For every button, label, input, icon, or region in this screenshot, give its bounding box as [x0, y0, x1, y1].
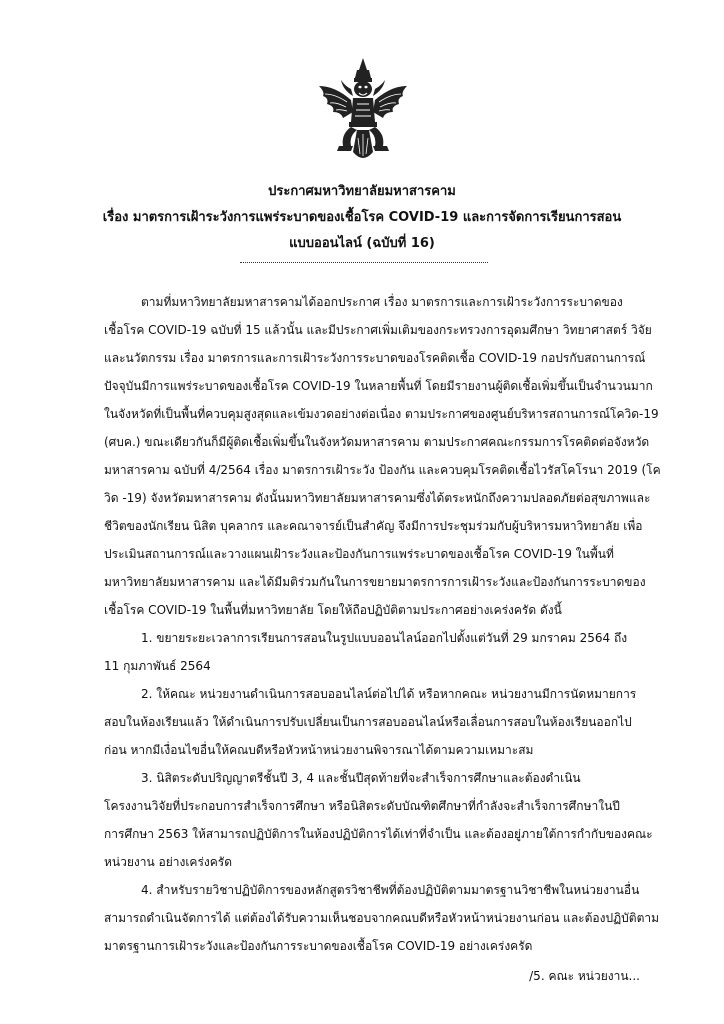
body-line: ชีวิตของนักเรียน นิสิต บุคลากร และคณาจารย์เป็นสำคัญ จึงมีการประชุมร่วมกับผู้บริหารมหาวิทยาลัย เพื่อ — [104, 519, 643, 533]
body-line: เชื้อโรค COVID-19 ฉบับที่ 15 แล้วนั้น และมีประกาศเพิ่มเติมของกระทรวงการอุดมศึกษา วิทยาศาสตร์ วิจัย — [104, 323, 652, 337]
body-line: มหาสารคาม ฉบับที่ 4/2564 เรื่อง มาตรการเฝ้าระวัง ป้องกัน และควบคุมโรคติดเชื้อไวรัสโคโรนา 2019 (โค — [104, 463, 661, 477]
list-item-3-continued: โครงงานวิจัยที่ประกอบการสำเร็จการศึกษา หรือนิสิตระดับบัณฑิตศึกษาที่กำลังจะสำเร็จการศึกษาในปี — [104, 799, 620, 813]
list-item-4: 4. สำหรับรายวิชาปฏิบัติการของหลักสูตรวิชาชีพที่ต้องปฏิบัติตามมาตรฐานวิชาชีพในหน่วยงานอื่น — [141, 883, 640, 897]
body-line: (ศบค.) ขณะเดียวกันก็มีผู้ติดเชื้อเพิ่มขึ้นในจังหวัดมหาสารคาม ตามประกาศคณะกรรมการโรคติดต่อจังหวัด — [104, 435, 650, 449]
list-item-2: 2. ให้คณะ หน่วยงานดำเนินการสอบออนไลน์ต่อไปได้ หรือหากคณะ หน่วยงานมีการนัดหมายการ — [141, 687, 637, 701]
body-line: วิด -19) จังหวัดมหาสารคาม ดังนั้นมหาวิทยาลัยมหาสารคามซึ่งได้ตระหนักถึงความปลอดภัยต่อสุขภาพและ — [104, 491, 651, 505]
body-line: และนวัตกรรม เรื่อง มาตรการและการเฝ้าระวังการระบาดของโรคติดเชื้อ COVID-19 กอปรกับสถานการณ์ — [104, 351, 646, 365]
body-line: ตามที่มหาวิทยาลัยมหาสารคามได้ออกประกาศ เรื่อง มาตรการและการเฝ้าระวังการระบาดของ — [141, 295, 623, 309]
list-item-4-continued: สามารถดำเนินจัดการได้ แต่ต้องได้รับความเห็นชอบจากคณบดีหรือหัวหน้าหน่วยงานก่อน และต้องปฏิบัติตาม — [104, 911, 660, 925]
list-item-1-continued: 11 กุมภาพันธ์ 2564 — [104, 659, 211, 673]
list-item-1: 1. ขยายระยะเวลาการเรียนการสอนในรูปแบบออนไลน์ออกไปตั้งแต่วันที่ 29 มกราคม 2564 ถึง — [141, 631, 628, 645]
body-line: ประเมินสถานการณ์และวางแผนเฝ้าระวังและป้องกันการแพร่ระบาดของเชื้อโรค COVID-19 ในพื้นที่ — [104, 547, 614, 561]
body-line: เชื้อโรค COVID-19 ในพื้นที่มหาวิทยาลัย โดยให้ถือปฏิบัติตามประกาศอย่างเคร่งครัด ดังนี้ — [104, 603, 562, 617]
page-continuation: /5. คณะ หน่วยงาน... — [529, 969, 640, 983]
list-item-3-continued: การศึกษา 2563 ให้สามารถปฏิบัติการในห้องปฏิบัติการได้เท่าที่จำเป็น และต้องอยู่ภายใต้การกำกับของคณะ — [104, 827, 653, 841]
garuda-emblem-icon — [313, 56, 413, 166]
announcement-title: ประกาศมหาวิทยาลัยมหาสารคาม — [268, 184, 456, 199]
list-item-4-continued: มาตรฐานการเฝ้าระวังและป้องกันการระบาดของเชื้อโรค COVID-19 อย่างเคร่งครัด — [104, 939, 533, 953]
body-line: ในจังหวัดที่เป็นพื้นที่ควบคุมสูงสุดและเข้มงวดอย่างต่อเนื่อง ตามประกาศของศูนย์บริหารสถานการณ์โควิด-19 — [104, 407, 659, 421]
list-item-2-continued: สอบในห้องเรียนแล้ว ให้ดำเนินการปรับเปลี่ยนเป็นการสอบออนไลน์หรือเลื่อนการสอบในห้องเรียนออกไป — [104, 715, 632, 729]
list-item-2-continued: ก่อน หากมีเงื่อนไขอื่นให้คณบดีหรือหัวหน้าหน่วยงานพิจารณาได้ตามความเหมาะสม — [104, 743, 534, 757]
list-item-3: 3. นิสิตระดับปริญญาตรีชั้นปี 3, 4 และชั้นปีสุดท้ายที่จะสำเร็จการศึกษาและต้องดำเนิน — [141, 771, 581, 785]
announcement-subject-continued: แบบออนไลน์ (ฉบับที่ 16) — [289, 236, 435, 251]
body-line: ปัจจุบันมีการแพร่ระบาดของเชื้อโรค COVID-19 ในหลายพื้นที่ โดยมีรายงานผู้ติดเชื้อเพิ่มขึ้นเป็นจำนวนมาก — [104, 379, 653, 393]
body-line: มหาวิทยาลัยมหาสารคาม และได้มีมติร่วมกันในการขยายมาตรการการเฝ้าระวังและป้องกันการระบาดของ — [104, 575, 646, 589]
dotted-divider — [240, 262, 488, 263]
announcement-subject: เรื่อง มาตรการเฝ้าระวังการแพร่ระบาดของเชื้อโรค COVID-19 และการจัดการเรียนการสอน — [102, 210, 622, 225]
list-item-3-continued: หน่วยงาน อย่างเคร่งครัด — [104, 855, 233, 869]
